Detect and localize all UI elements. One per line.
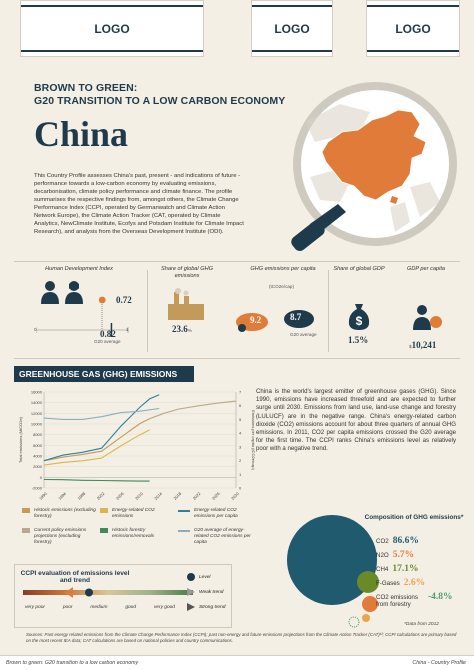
comp-value: 2.6% [403, 578, 426, 588]
hdi-scale-min: 0 [34, 327, 37, 332]
x-tick-label: 2022 [191, 491, 202, 501]
x-tick-label: 2026 [210, 491, 221, 501]
y-tick-label: -2000 [31, 485, 42, 491]
ghg-emissions-chart [14, 384, 258, 504]
ccpi-scale [23, 587, 203, 601]
logo-left [20, 0, 204, 57]
legend-label: Energy-related CO2 emissions [112, 508, 155, 519]
logo-center [251, 0, 333, 57]
strong-trend-icon [187, 603, 195, 611]
ghg-section-text: China is the world's largest emitter of greenhouse gases (GHG). Since 1990, emissions have increased threefold and are expected to further surge until 2030. Emissions from land use, land-use change and forestry (LULUCF) are in the negative range. China's energy-related carbon dioxide (CO2) emissions account for about three quarters of annual GHG emissions. In 2011, CO2 per capita emissions crossed the G20 average for the first time. The CCPI ranks China's emissions level as relatively poor with a negative trend. [256, 388, 456, 453]
ghg-share-unit: % [187, 328, 192, 333]
hdi-panel [14, 266, 144, 273]
composition-bubbles [284, 504, 384, 628]
series-line [44, 480, 150, 482]
y2-tick-label: 5 [239, 416, 242, 422]
y2-tick-label: 7 [239, 389, 242, 395]
logo-right [366, 0, 460, 57]
ccpi-scale-labels [25, 605, 175, 610]
x-tick-label: 1998 [76, 491, 87, 501]
ccpi-title: CCPI evaluation of emissions level and trend [20, 570, 130, 584]
comp-label: F-Gases [376, 580, 400, 587]
gdp-per-capita-value: 10,241 [411, 340, 437, 350]
forestry-bubble [349, 617, 359, 627]
title-line-2: G20 TRANSITION TO A LOW CARBON ECONOMY [34, 95, 286, 107]
x-tick-label: 2006 [114, 491, 125, 501]
ghg-share-heading: Share of global GHG emissions [161, 266, 213, 279]
ghg-per-capita-heading: GHG emissions per capita [250, 266, 316, 272]
legend-swatch [22, 528, 30, 533]
y-tick-label: 0 [39, 474, 42, 480]
comp-label: N2O [376, 552, 389, 559]
ccpi-key [187, 573, 225, 611]
country-name: China [34, 114, 129, 154]
ccpi-key-level: Level [199, 574, 211, 580]
ccpi-scale-label: very good [153, 605, 175, 610]
hdi-scale-max: 1 [126, 327, 129, 332]
x-tick-label: 2010 [134, 491, 144, 501]
legend-label: Historic emissions (excluding forestry) [34, 508, 96, 519]
y-tick-label: 6000 [33, 442, 42, 448]
gdp-per-capita-heading: GDP per capita [406, 266, 446, 272]
title-line-1: BROWN TO GREEN: [34, 82, 138, 94]
comp-label: CO2 [376, 538, 389, 545]
y2-tick-label: 2 [239, 458, 242, 464]
composition-note: *Data from 2012 [404, 622, 439, 627]
footer-right: China - Country Profile [412, 660, 466, 666]
page-footer [0, 655, 474, 670]
comp-value: 17.1% [392, 564, 419, 574]
gdp-share-heading: Share of global GDP [333, 266, 385, 272]
y-tick-label: 2000 [33, 464, 42, 470]
hdi-g20-value: 0.82 [100, 329, 116, 339]
series-line [150, 401, 236, 419]
composition-title: Composition of GHG emissions* [364, 514, 464, 521]
comp-label: CH4 [376, 566, 389, 573]
hdi-g20-label: G20 average [94, 339, 121, 344]
y-tick-label: 16000 [30, 389, 42, 395]
comp-value: -4.8% [428, 592, 453, 602]
legend-item [22, 528, 98, 546]
comp-value: 5.7% [392, 550, 415, 560]
ccpi-scale-label: medium [90, 605, 108, 610]
y-axis-label: Total emissions (MtCO2e) [18, 416, 23, 464]
chart-legend [22, 508, 282, 558]
logo-text: LOGO [395, 21, 431, 36]
logo-text: LOGO [274, 21, 310, 36]
y2-axis-label: Emissions per capita (tCO2e/cap) [251, 410, 256, 470]
legend-item [100, 508, 176, 520]
legend-item [178, 508, 254, 520]
y2-tick-label: 3 [239, 444, 242, 450]
sources-note: Sources: Past energy related emissions from the Climate Change Performance Index (CCPI); past non-energy and future emissions projections from the Climate Action Tracker (CAT)¹²; CCPI calculations are primary based on the most recent IEA data; CAT calculations are based on national policies and country communications. [26, 632, 457, 643]
ccpi-key-weak: Weak trend [199, 589, 224, 595]
legend-swatch [100, 508, 108, 513]
footer-left: Brown to green: G20 transition to a low carbon economy [6, 660, 139, 666]
x-tick-label: 1994 [57, 491, 68, 501]
intro-paragraph: This Country Profile assesses China's past, present - and indications of future - performance towards a low-carbon economy by evaluating emissions, decarbonisation, climate policy performance and climate finance. The profile summarises the respective findings from, amongst others, the Climate Change Performance Index (CCPI, operated by Germanwatch and Climate Action Network Europe), the Climate Action Tracker (CAT, operated by Climate Analytics, NewClimate Institute, Ecofys and Potsdam Institute for Climate Impact Research), and analysis from the Overseas Development Institute (ODI). [34, 173, 244, 235]
legend-swatch [22, 508, 30, 513]
composition-list [376, 536, 453, 608]
series-line [44, 409, 159, 420]
y-tick-label: 10000 [30, 421, 42, 427]
series-line [44, 430, 150, 465]
divider [328, 270, 329, 352]
series-line [44, 419, 150, 461]
logo-text: LOGO [94, 21, 130, 36]
legend-item [100, 528, 176, 540]
x-tick-label: 2002 [95, 491, 106, 501]
x-tick-label: 1990 [38, 491, 48, 501]
y2-tick-label: 6 [239, 403, 242, 409]
gdp-share-value: 1.5% [348, 335, 369, 345]
money-bag-icon [346, 302, 372, 330]
y-tick-label: 12000 [30, 410, 42, 416]
ghg-per-capita-value: 9.2 [250, 315, 262, 325]
person-money-icon [410, 304, 444, 330]
gdp-per-capita-value-wrap [409, 335, 436, 353]
ccpi-level-marker [85, 589, 93, 597]
legend-line-swatch [178, 510, 190, 512]
svg-text:$: $ [355, 314, 363, 328]
y2-tick-label: 0 [239, 485, 242, 491]
y-tick-label: 4000 [33, 453, 42, 459]
legend-item [178, 528, 254, 546]
y2-tick-label: 4 [239, 430, 242, 436]
magnifier-map-illustration [280, 82, 460, 262]
ghg-per-capita-g20-label: G20 average [290, 332, 317, 337]
ghg-per-capita-g20-value: 8.7 [290, 312, 302, 322]
legend-item [22, 508, 98, 520]
legend-label: G20 average of energy-related CO2 emissions per capita [194, 528, 251, 545]
ccpi-key-strong: Strong trend [199, 604, 226, 610]
ghg-section-title: GREENHOUSE GAS (GHG) EMISSIONS [14, 366, 194, 382]
ccpi-scale-label: good [125, 605, 137, 610]
ccpi-trend-arrow [65, 587, 73, 598]
comp-value: 86.6% [392, 536, 419, 546]
hdi-marker [99, 297, 106, 304]
legend-line-swatch [178, 530, 190, 532]
gdp-per-capita-prefix: $ [409, 344, 412, 349]
ghg-per-capita-unit: (tCO2e/cap) [269, 284, 295, 289]
y-tick-label: 14000 [30, 400, 42, 406]
hdi-value: 0.72 [116, 295, 132, 305]
divider [147, 270, 148, 352]
weak-trend-icon [187, 588, 195, 596]
x-tick-label: 2030 [230, 491, 240, 501]
legend-label: Current policy emissions projections (excluding forestry) [34, 528, 87, 545]
ccpi-box [14, 564, 232, 628]
ccpi-scale-label: very poor [25, 605, 45, 610]
factory-icon [164, 288, 208, 322]
legend-label: Historic forestry emissions/removals [112, 528, 155, 539]
ccpi-gradient-bar [23, 590, 193, 595]
ghg-share-value: 23.6 [172, 324, 188, 334]
legend-swatch [100, 528, 108, 533]
indicator-strip [14, 261, 460, 359]
hdi-heading: Human Development Index [45, 266, 113, 272]
x-tick-label: 2018 [172, 491, 183, 501]
comp-label: CO2 emissions from forestry [376, 594, 418, 608]
x-tick-label: 2014 [153, 491, 164, 501]
fgas-bubble [362, 614, 370, 622]
ghg-share-value-wrap [172, 319, 192, 337]
y-tick-label: 8000 [33, 432, 42, 438]
ccpi-scale-label: poor [62, 605, 73, 610]
legend-label: Energy-related CO2 emissions per capita [194, 508, 238, 519]
level-key-icon [187, 573, 195, 581]
y2-tick-label: 1 [239, 471, 242, 477]
